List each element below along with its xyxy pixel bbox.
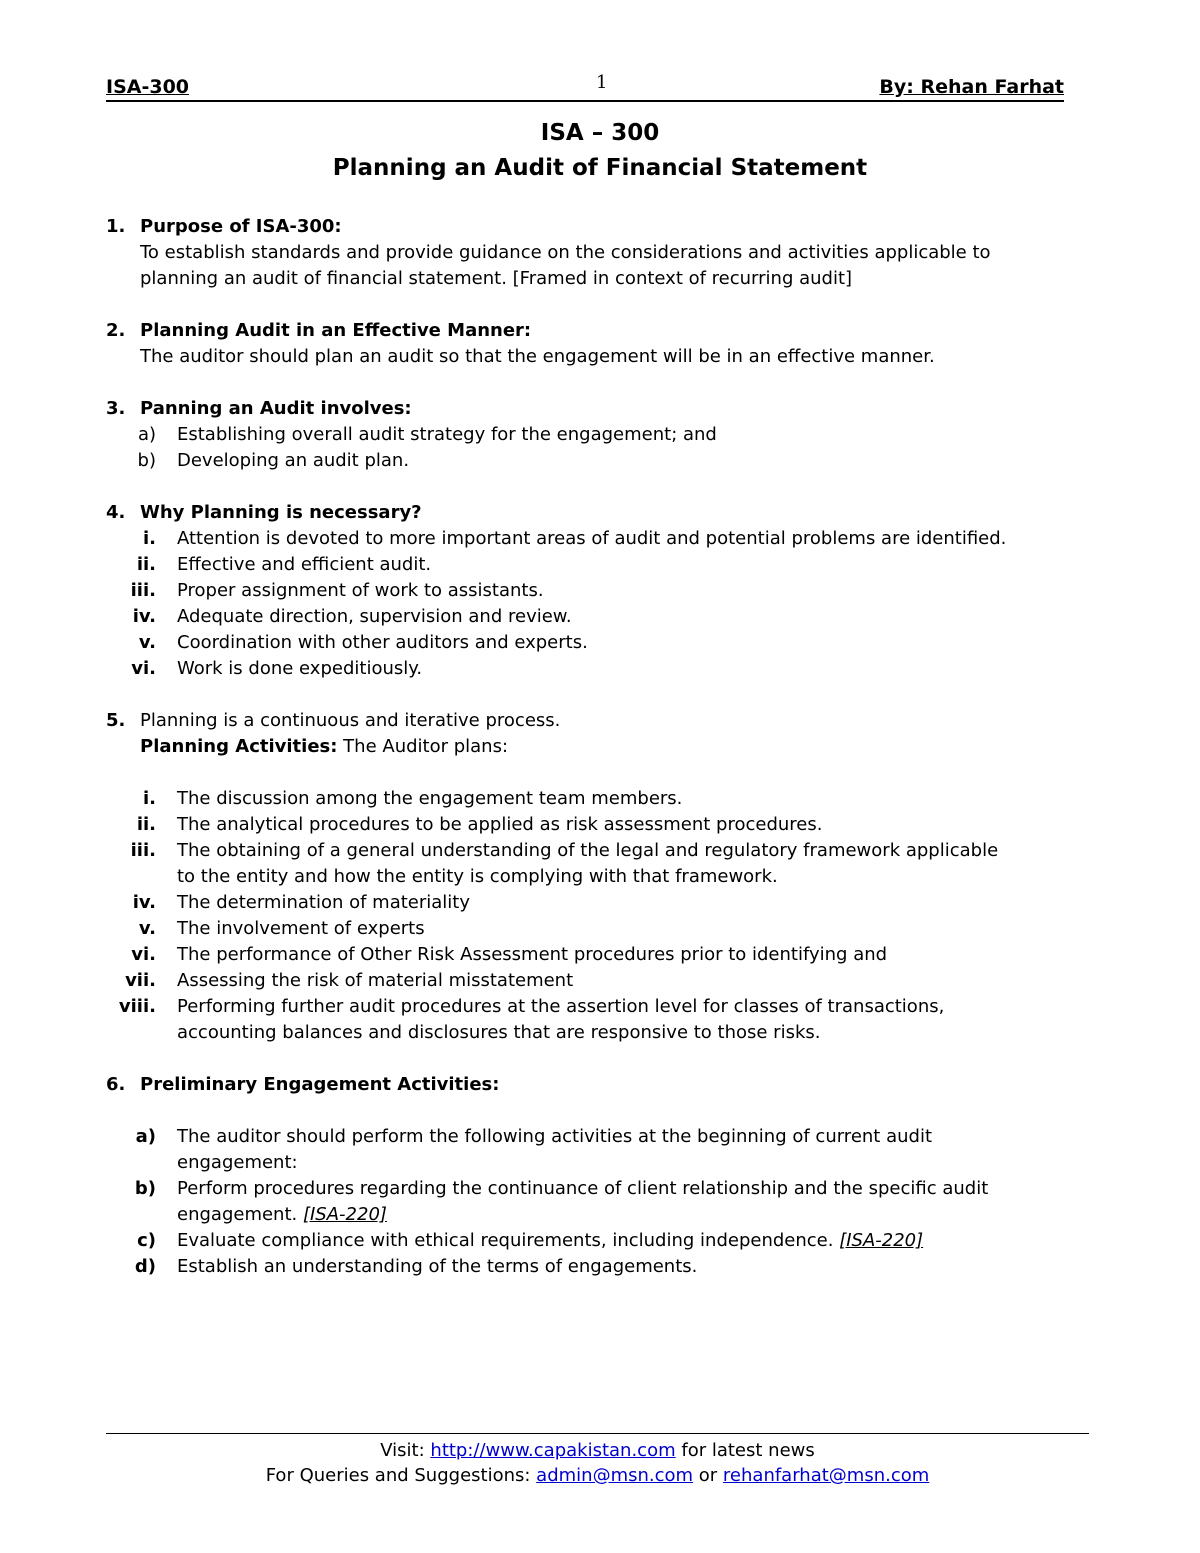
website-link[interactable]: http://www.capakistan.com xyxy=(430,1440,676,1461)
list-item-text: Effective and efficient audit. xyxy=(177,554,432,575)
list-marker: b) xyxy=(137,450,156,471)
section-6 xyxy=(106,1072,1096,1098)
list-marker: iii. xyxy=(130,580,156,601)
footer-queries-line xyxy=(106,1463,1089,1488)
list-item-text: The performance of Other Risk Assessment procedures prior to identifying and xyxy=(177,944,888,965)
list-item xyxy=(106,916,1096,942)
list-item-text: Attention is devoted to more important areas of audit and potential problems are identified. xyxy=(177,528,1007,549)
page-number: 1 xyxy=(596,72,608,93)
footer-visit-line xyxy=(106,1438,1089,1463)
paragraph-line: To establish standards and provide guidance on the considerations and activities applicable to xyxy=(140,242,991,263)
list-marker: i. xyxy=(142,528,156,549)
list-item xyxy=(106,578,1096,604)
list-item-text-continued-main: engagement. xyxy=(177,1204,303,1225)
list-item xyxy=(106,786,1096,812)
section-number: 4. xyxy=(106,502,126,523)
section-heading: Why Planning is necessary? xyxy=(140,502,422,523)
list-item xyxy=(106,630,1096,656)
list-item xyxy=(106,526,1096,552)
footer-queries-prefix: For Queries and Suggestions: xyxy=(265,1465,537,1486)
list-item xyxy=(106,552,1096,578)
list-item-text: Establish an understanding of the terms of engagements. xyxy=(177,1256,698,1277)
paragraph-line: The auditor should plan an audit so that the engagement will be in an effective manner. xyxy=(140,346,935,367)
list-item-text: The discussion among the engagement team members. xyxy=(177,788,683,809)
list-item-text: Work is done expeditiously. xyxy=(177,658,423,679)
footer-visit-prefix: Visit: xyxy=(380,1440,431,1461)
section-2 xyxy=(106,318,1096,370)
list-marker: v. xyxy=(138,632,156,653)
list-item xyxy=(106,812,1096,838)
list-item-text-continued: accounting balances and disclosures that are responsive to those risks. xyxy=(177,1022,821,1043)
list-item xyxy=(106,448,1096,474)
header-author: By: Rehan Farhat xyxy=(879,76,1064,98)
list-item-text: The obtaining of a general understanding of the legal and regulatory framework applicable xyxy=(177,840,999,861)
section-number: 5. xyxy=(106,710,126,731)
planning-activities-label: Planning Activities: xyxy=(140,736,338,757)
list-marker: iv. xyxy=(132,892,156,913)
list-item xyxy=(106,1124,1096,1176)
list-item xyxy=(106,942,1096,968)
email-link-admin[interactable]: admin@msn.com xyxy=(536,1465,694,1486)
list-item-text: The auditor should perform the following activities at the beginning of current audit xyxy=(177,1126,932,1147)
section-1 xyxy=(106,214,1096,292)
email-link-author[interactable]: rehanfarhat@msn.com xyxy=(722,1465,930,1486)
list-marker: vii. xyxy=(125,970,156,991)
list-item-text: Developing an audit plan. xyxy=(177,450,410,471)
list-item-text: The involvement of experts xyxy=(177,918,425,939)
list-item-text: Coordination with other auditors and experts. xyxy=(177,632,588,653)
paragraph-line: planning an audit of financial statement. [Framed in context of recurring audit] xyxy=(140,268,853,289)
list-marker: ii. xyxy=(136,554,156,575)
planning-activities-text: The Auditor plans: xyxy=(337,736,509,757)
list-item-text: Evaluate compliance with ethical requirements, including independence. xyxy=(177,1230,840,1251)
list-item-text: The determination of materiality xyxy=(177,892,471,913)
list-item-text: Establishing overall audit strategy for the engagement; and xyxy=(177,424,717,445)
list-item xyxy=(106,994,1096,1046)
list-item-text-continued xyxy=(177,1202,1096,1228)
list-item-text: Assessing the risk of material misstatement xyxy=(177,970,574,991)
list-item-text: The analytical procedures to be applied as risk assessment procedures. xyxy=(177,814,823,835)
list-item-text: Performing further audit procedures at the assertion level for classes of transactions, xyxy=(177,996,945,1017)
section-heading: Purpose of ISA-300: xyxy=(140,216,342,237)
list-item xyxy=(106,656,1096,682)
header-doc-id: ISA-300 xyxy=(106,76,190,98)
list-marker: vi. xyxy=(131,658,156,679)
page-footer xyxy=(106,1433,1089,1488)
list-marker: viii. xyxy=(118,996,156,1017)
document-body xyxy=(106,214,1096,1280)
section-4 xyxy=(106,500,1096,526)
list-item-text: Adequate direction, supervision and review. xyxy=(177,606,572,627)
planning-activities-line xyxy=(140,734,1096,760)
list-item-text-continued: engagement: xyxy=(177,1152,298,1173)
list-marker: a) xyxy=(137,424,156,445)
section-heading: Preliminary Engagement Activities: xyxy=(140,1074,500,1095)
section-5 xyxy=(106,708,1096,760)
list-item xyxy=(106,890,1096,916)
document-title: ISA – 300 xyxy=(540,120,660,146)
list-item-text-continued: to the entity and how the entity is complying with that framework. xyxy=(177,866,778,887)
list-marker: i. xyxy=(142,788,156,809)
section-number: 6. xyxy=(106,1074,126,1095)
list-marker: c) xyxy=(137,1230,156,1251)
list-marker: iii. xyxy=(130,840,156,861)
list-item-text: Proper assignment of work to assistants. xyxy=(177,580,544,601)
footer-or: or xyxy=(693,1465,723,1486)
list-marker: d) xyxy=(134,1256,156,1277)
section-number: 2. xyxy=(106,320,126,341)
paragraph-line: Planning is a continuous and iterative process. xyxy=(140,710,561,731)
reference-tag: [ISA-220] xyxy=(839,1230,924,1251)
list-marker: b) xyxy=(134,1178,156,1199)
list-item xyxy=(106,422,1096,448)
reference-tag: [ISA-220] xyxy=(302,1204,387,1225)
section-3 xyxy=(106,396,1096,422)
list-item xyxy=(106,1228,1096,1254)
list-item xyxy=(106,604,1096,630)
list-marker: ii. xyxy=(136,814,156,835)
document-subtitle: Planning an Audit of Financial Statement xyxy=(332,155,868,181)
list-marker: v. xyxy=(138,918,156,939)
page-header xyxy=(106,74,1064,102)
section-heading: Panning an Audit involves: xyxy=(140,398,412,419)
section-number: 1. xyxy=(106,216,126,237)
list-marker: iv. xyxy=(132,606,156,627)
list-item xyxy=(106,968,1096,994)
list-marker: vi. xyxy=(131,944,156,965)
list-marker: a) xyxy=(135,1126,156,1147)
list-item xyxy=(106,1254,1096,1280)
list-item xyxy=(106,838,1096,890)
section-heading: Planning Audit in an Effective Manner: xyxy=(140,320,532,341)
section-number: 3. xyxy=(106,398,126,419)
list-item-text: Perform procedures regarding the continuance of client relationship and the specific audit xyxy=(177,1178,989,1199)
list-item xyxy=(106,1176,1096,1228)
footer-visit-suffix: for latest news xyxy=(675,1440,815,1461)
